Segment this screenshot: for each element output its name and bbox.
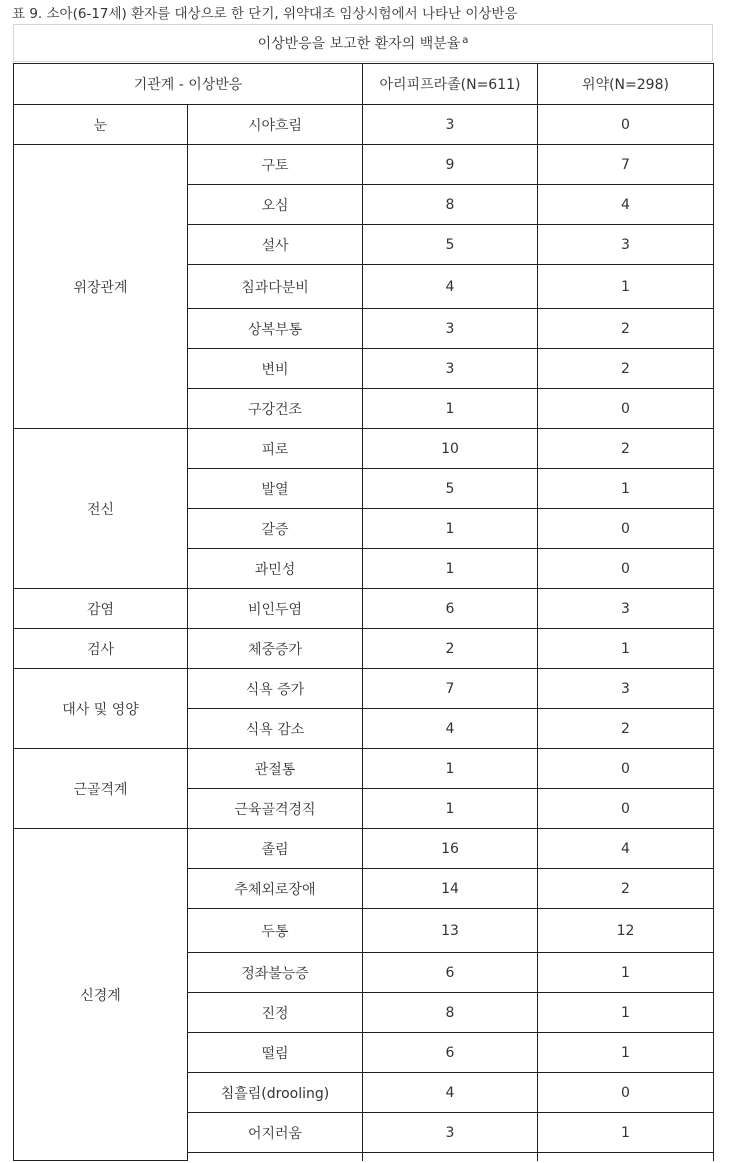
drug-percent-cell: 10	[363, 429, 538, 469]
drug-percent-cell: 6	[363, 1033, 538, 1073]
placebo-percent-cell: 4	[538, 829, 714, 869]
adverse-event-cell: 피로	[188, 429, 363, 469]
adverse-event-cell: 식욕 증가	[188, 669, 363, 709]
drug-percent-cell: 13	[363, 909, 538, 953]
organ-class-cell: 위장관계	[14, 145, 188, 429]
placebo-percent-cell: 7	[538, 145, 714, 185]
drug-percent-cell: 3	[363, 309, 538, 349]
drug-percent-cell: 5	[363, 225, 538, 265]
placebo-percent-cell: 4	[538, 185, 714, 225]
organ-class-cell: 눈	[14, 105, 188, 145]
placebo-percent-cell: 12	[538, 909, 714, 953]
drug-percent-cell: 5	[363, 469, 538, 509]
adverse-event-cell: 오심	[188, 185, 363, 225]
table-body	[14, 64, 714, 1161]
table-header-row	[14, 64, 714, 105]
drug-percent-cell: 1	[363, 789, 538, 829]
drug-percent-cell: 8	[363, 185, 538, 225]
placebo-percent-cell: 3	[538, 225, 714, 265]
drug-percent-cell: 14	[363, 869, 538, 909]
organ-class-cell: 감염	[14, 589, 188, 629]
placebo-percent-cell: 0	[538, 389, 714, 429]
drug-percent-cell: 16	[363, 829, 538, 869]
table-row	[14, 145, 714, 185]
placebo-percent-cell: 2	[538, 429, 714, 469]
adverse-event-cell: 설사	[188, 225, 363, 265]
adverse-event-cell: 구토	[188, 145, 363, 185]
drug-percent-cell: 2	[363, 629, 538, 669]
placebo-percent-cell: 1	[538, 953, 714, 993]
drug-percent-cell: 1	[363, 549, 538, 589]
drug-percent-cell: 3	[363, 349, 538, 389]
organ-class-cell: 전신	[14, 429, 188, 589]
placebo-percent-cell: 1	[538, 469, 714, 509]
placebo-percent-cell: 0	[538, 549, 714, 589]
empty-cell	[188, 1153, 363, 1161]
adverse-event-cell: 체중증가	[188, 629, 363, 669]
placebo-percent-cell: 2	[538, 349, 714, 389]
table-row	[14, 749, 714, 789]
drug-percent-cell: 4	[363, 709, 538, 749]
table-row	[14, 429, 714, 469]
adverse-event-cell: 침과다분비	[188, 265, 363, 309]
adverse-event-cell: 관절통	[188, 749, 363, 789]
table-title: 표 9. 소아(6-17세) 환자를 대상으로 한 단기, 위약대조 임상시험에서 나타난 이상반응	[12, 6, 518, 22]
drug-percent-cell: 3	[363, 105, 538, 145]
adverse-event-cell: 구강건조	[188, 389, 363, 429]
caption-text: 이상반응을 보고한 환자의 백분율	[257, 36, 461, 52]
organ-class-cell: 검사	[14, 629, 188, 669]
adverse-event-cell: 졸림	[188, 829, 363, 869]
drug-percent-cell: 1	[363, 749, 538, 789]
drug-percent-cell: 7	[363, 669, 538, 709]
empty-cell	[363, 1153, 538, 1161]
adverse-event-cell: 정좌불능증	[188, 953, 363, 993]
adverse-event-cell: 변비	[188, 349, 363, 389]
adverse-event-cell: 떨림	[188, 1033, 363, 1073]
drug-percent-cell: 9	[363, 145, 538, 185]
adverse-event-cell: 비인두염	[188, 589, 363, 629]
drug-percent-cell: 4	[363, 265, 538, 309]
drug-percent-cell: 8	[363, 993, 538, 1033]
placebo-percent-cell: 1	[538, 265, 714, 309]
placebo-percent-cell: 1	[538, 1033, 714, 1073]
table-row	[14, 829, 714, 869]
table-row	[14, 629, 714, 669]
placebo-percent-cell: 0	[538, 509, 714, 549]
drug-percent-cell: 6	[363, 953, 538, 993]
placebo-percent-cell: 1	[538, 629, 714, 669]
table-row	[14, 105, 714, 145]
organ-class-cell: 대사 및 영양	[14, 669, 188, 749]
drug-percent-cell: 3	[363, 1113, 538, 1153]
adverse-event-cell: 갈증	[188, 509, 363, 549]
placebo-percent-cell: 1	[538, 993, 714, 1033]
drug-percent-cell: 6	[363, 589, 538, 629]
header-organ-event: 기관계 - 이상반응	[14, 64, 363, 105]
adverse-event-cell: 진정	[188, 993, 363, 1033]
adverse-event-cell: 식욕 감소	[188, 709, 363, 749]
adverse-event-cell: 두통	[188, 909, 363, 953]
drug-percent-cell: 4	[363, 1073, 538, 1113]
header-placebo: 위약(N=298)	[538, 64, 714, 105]
drug-percent-cell: 1	[363, 389, 538, 429]
placebo-percent-cell: 1	[538, 1113, 714, 1153]
placebo-percent-cell: 2	[538, 709, 714, 749]
adverse-event-cell: 상복부통	[188, 309, 363, 349]
adverse-events-table	[13, 63, 714, 1161]
adverse-event-cell: 근육골격경직	[188, 789, 363, 829]
table-row	[14, 589, 714, 629]
placebo-percent-cell: 2	[538, 869, 714, 909]
adverse-event-cell: 과민성	[188, 549, 363, 589]
organ-class-cell: 신경계	[14, 829, 188, 1161]
table-caption	[13, 24, 713, 62]
adverse-event-cell: 발열	[188, 469, 363, 509]
placebo-percent-cell: 3	[538, 669, 714, 709]
adverse-event-cell: 어지러움	[188, 1113, 363, 1153]
adverse-event-cell: 침흘림(drooling)	[188, 1073, 363, 1113]
placebo-percent-cell: 0	[538, 1073, 714, 1113]
placebo-percent-cell: 3	[538, 589, 714, 629]
table-row	[14, 669, 714, 709]
placebo-percent-cell: 0	[538, 105, 714, 145]
header-drug: 아리피프라졸(N=611)	[363, 64, 538, 105]
organ-class-cell: 근골격계	[14, 749, 188, 829]
empty-cell	[538, 1153, 714, 1161]
placebo-percent-cell: 0	[538, 749, 714, 789]
placebo-percent-cell: 2	[538, 309, 714, 349]
placebo-percent-cell: 0	[538, 789, 714, 829]
adverse-event-cell: 추체외로장애	[188, 869, 363, 909]
drug-percent-cell: 1	[363, 509, 538, 549]
adverse-event-cell: 시야흐림	[188, 105, 363, 145]
caption-footnote-marker: a	[462, 34, 469, 46]
